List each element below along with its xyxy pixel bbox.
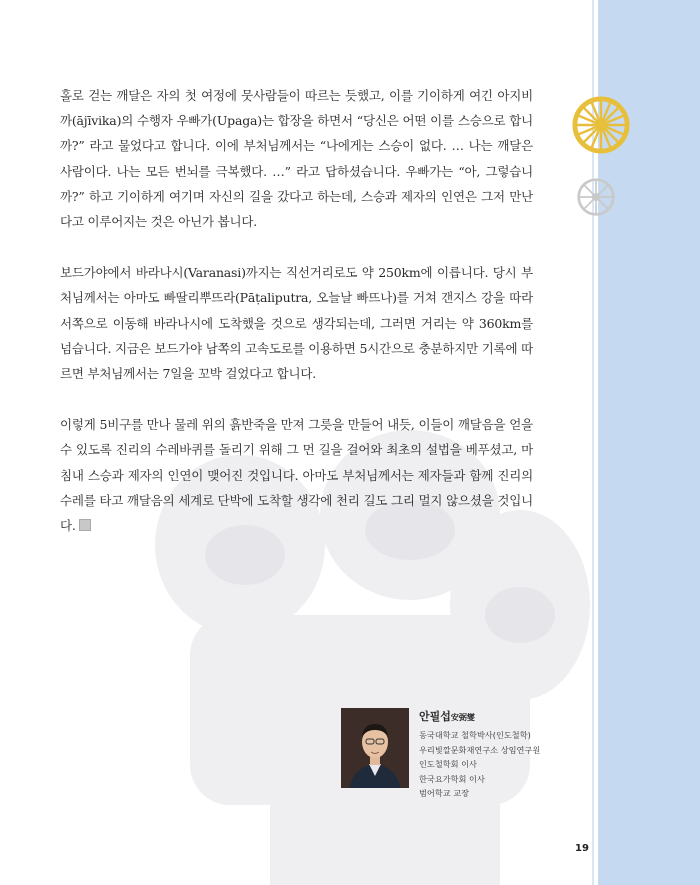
page-number: 19 xyxy=(575,843,589,854)
dharma-wheel-icon xyxy=(572,96,630,154)
end-of-article-icon xyxy=(79,519,91,531)
author-name-hanja: 安弼燮 xyxy=(450,713,475,722)
author-photo xyxy=(341,708,409,788)
credential-item: 범어학교 교장 xyxy=(419,788,470,799)
article-body xyxy=(60,83,533,564)
dharma-wheel-icon xyxy=(576,177,616,217)
author-credentials xyxy=(419,728,579,801)
credential-item: 우리빛깔문화재연구소 상임연구원 xyxy=(419,744,541,755)
credential-item: 한국요가학회 이사 xyxy=(419,773,485,784)
author-info xyxy=(419,708,579,801)
paragraph-text: 이렇게 5비구를 만나 물레 위의 흙반죽을 만져 그릇을 만들어 내듯, 이들이 깨달음을 얻을 수 있도록 진리의 수레바퀴를 돌리기 위해 그 먼 길을 걸어와 최초의 설법을 베푸셨고, 마침내 스승과 제자의 인연이 맺어진 것입니다. 아마도 부처님께서는 제자들과 함께 진리의 수레를 타고 깨달음의 세계로 단박에 도착할 생각에 천리 길도 그리 멀지 않으셨을 것입니다. xyxy=(60,417,533,534)
paragraph: 홀로 걷는 깨달은 자의 첫 여정에 뭇사람들이 따르는 듯했고, 이를 기이하게 여긴 아지비까(ājīvika)의 수행자 우빠가(Upaga)는 합장을 하면서 “당신은 어떤 이를 스승으로 합니까?” 라고 물었다고 합니다. 이에 부처님께서는 “나에게는 스승이 없다. … 나는 깨달은 사람이다. 나는 모든 번뇌를 극복했다. …” 라고 답하셨습니다. 우빠가는 “아, 그렇습니까?” 하고 기이하게 여기며 자신의 길을 갔다고 하는데, 스승과 제자의 인연은 그저 만난다고 이루어지는 것은 아닌가 봅니다. xyxy=(60,88,533,230)
author-name-korean: 안필섭 xyxy=(419,710,451,723)
credential-item: 인도철학회 이사 xyxy=(419,759,477,770)
credential-item: 동국대학교 철학박사(인도철학) xyxy=(419,730,531,740)
author-name xyxy=(419,708,579,724)
paragraph xyxy=(60,412,533,538)
paragraph: 보드가야에서 바라나시(Varanasi)까지는 직선거리로도 약 250km에 이릅니다. 당시 부처님께서는 아마도 빠딸리뿌뜨라(Pāṭaliputra, 오늘날 빠뜨나)를 거쳐 갠지스 강을 따라 서쪽으로 이동해 바라나시에 도착했을 것으로 생각되는데, 그러면 거리는 약 360km를 넘습니다. 지금은 보드가야 남쪽의 고속도로를 이용하면 5시간으로 충분하지만 기록에 따르면 부처님께서는 7일을 꼬박 걸었다고 합니다. xyxy=(60,265,533,382)
